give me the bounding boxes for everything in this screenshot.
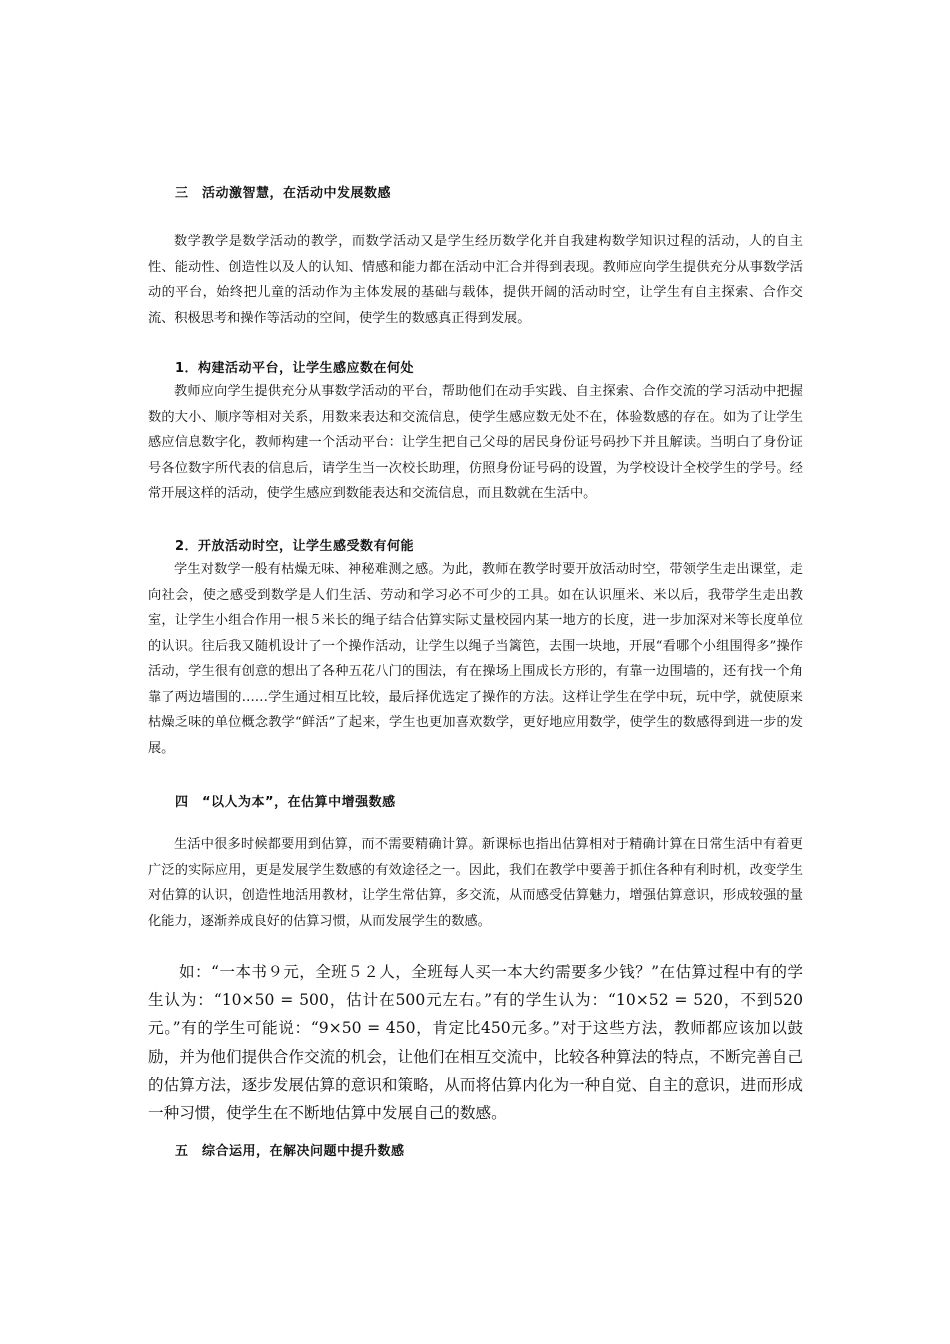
section-4-heading: 四 “以人为本”，在估算中增强数感 [175,795,396,810]
section-4-example-paragraph: 如：“一本书９元，全班５２人，全班每人买一本大约需要多少钱？”在估算过程中有的学生认为：“10×50 = 500，估计在500元左右。”有的学生认为：“10×52 = 520，不到520元。”有的学生可能说：“9×50 = 450，肯定比450元多。”对于这些方法，教师都应该加以鼓励，并为他们提供合作交流的机会，让他们在相互交流中，比较各种算法的特点，不断完善自己的估算方法，逐步发展估算的意识和策略，从而将估算内化为一种自觉、自主的意识，进而形成一种习惯，使学生在不断地估算中发展自己的数感。 [148,963,803,1123]
subsection-1-paragraph: 教师应向学生提供充分从事数学活动的平台，帮助他们在动手实践、自主探索、合作交流的学习活动中把握数的大小、顺序等相对关系，用数来表达和交流信息，使学生感应数无处不在，体验数感的存在。如为了让学生感应信息数字化，教师构建一个活动平台：让学生把自己父母的居民身份证号码抄下并且解读。当明白了身份证号各位数字所代表的信息后，请学生当一次校长助理，仿照身份证号码的设置，为学校设计全校学生的学号。经常开展这样的活动，使学生感应到数能表达和交流信息，而且数就在生活中。 [148,384,803,501]
section-3-intro-paragraph: 数学教学是数学活动的教学，而数学活动又是学生经历数学化并自我建构数学知识过程的活动，人的自主性、能动性、创造性以及人的认知、情感和能力都在活动中汇合并得到表现。教师应向学生提供充分从事数学活动的平台，始终把儿童的活动作为主体发展的基础与载体，提供开阔的活动时空，让学生有自主探索、合作交流、积极思考和操作等活动的空间，使学生的数感真正得到发展。 [148,234,803,326]
subsection-1-heading: 1．构建活动平台，让学生感应数在何处 [175,361,415,376]
section-5-heading: 五 综合运用，在解决问题中提升数感 [175,1144,405,1159]
section-4-intro-paragraph: 生活中很多时候都要用到估算，而不需要精确计算。新课标也指出估算相对于精确计算在日常生活中有着更广泛的实际应用，更是发展学生数感的有效途径之一。因此，我们在教学中要善于抓住各种有利时机，改变学生对估算的认识，创造性地活用教材，让学生常估算，多交流，从而感受估算魅力，增强估算意识，形成较强的量化能力，逐渐养成良好的估算习惯，从而发展学生的数感。 [148,837,803,929]
section-3-heading: 三 活动激智慧，在活动中发展数感 [175,186,392,201]
subsection-2-heading: 2．开放活动时空，让学生感受数有何能 [175,539,415,554]
subsection-2-paragraph: 学生对数学一般有枯燥无味、神秘难测之感。为此，教师在教学时要开放活动时空，带领学生走出课堂，走向社会，使之感受到数学是人们生活、劳动和学习必不可少的工具。如在认识厘米、米以后，我带学生走出教室，让学生小组合作用一根５米长的绳子结合估算实际丈量校园内某一地方的长度，进一步加深对米等长度单位的认识。往后我又随机设计了一个操作活动，让学生以绳子当篱笆，去围一块地，开展“看哪个小组围得多”操作活动，学生很有创意的想出了各种五花八门的围法，有在操场上围成长方形的，有靠一边围墙的，还有找一个角靠了两边墙围的……学生通过相互比较，最后择优选定了操作的方法。这样让学生在学中玩，玩中学，就使原来枯燥乏味的单位概念教学“鲜活”了起来，学生也更加喜欢数学，更好地应用数学，使学生的数感得到进一步的发展。 [148,562,803,756]
